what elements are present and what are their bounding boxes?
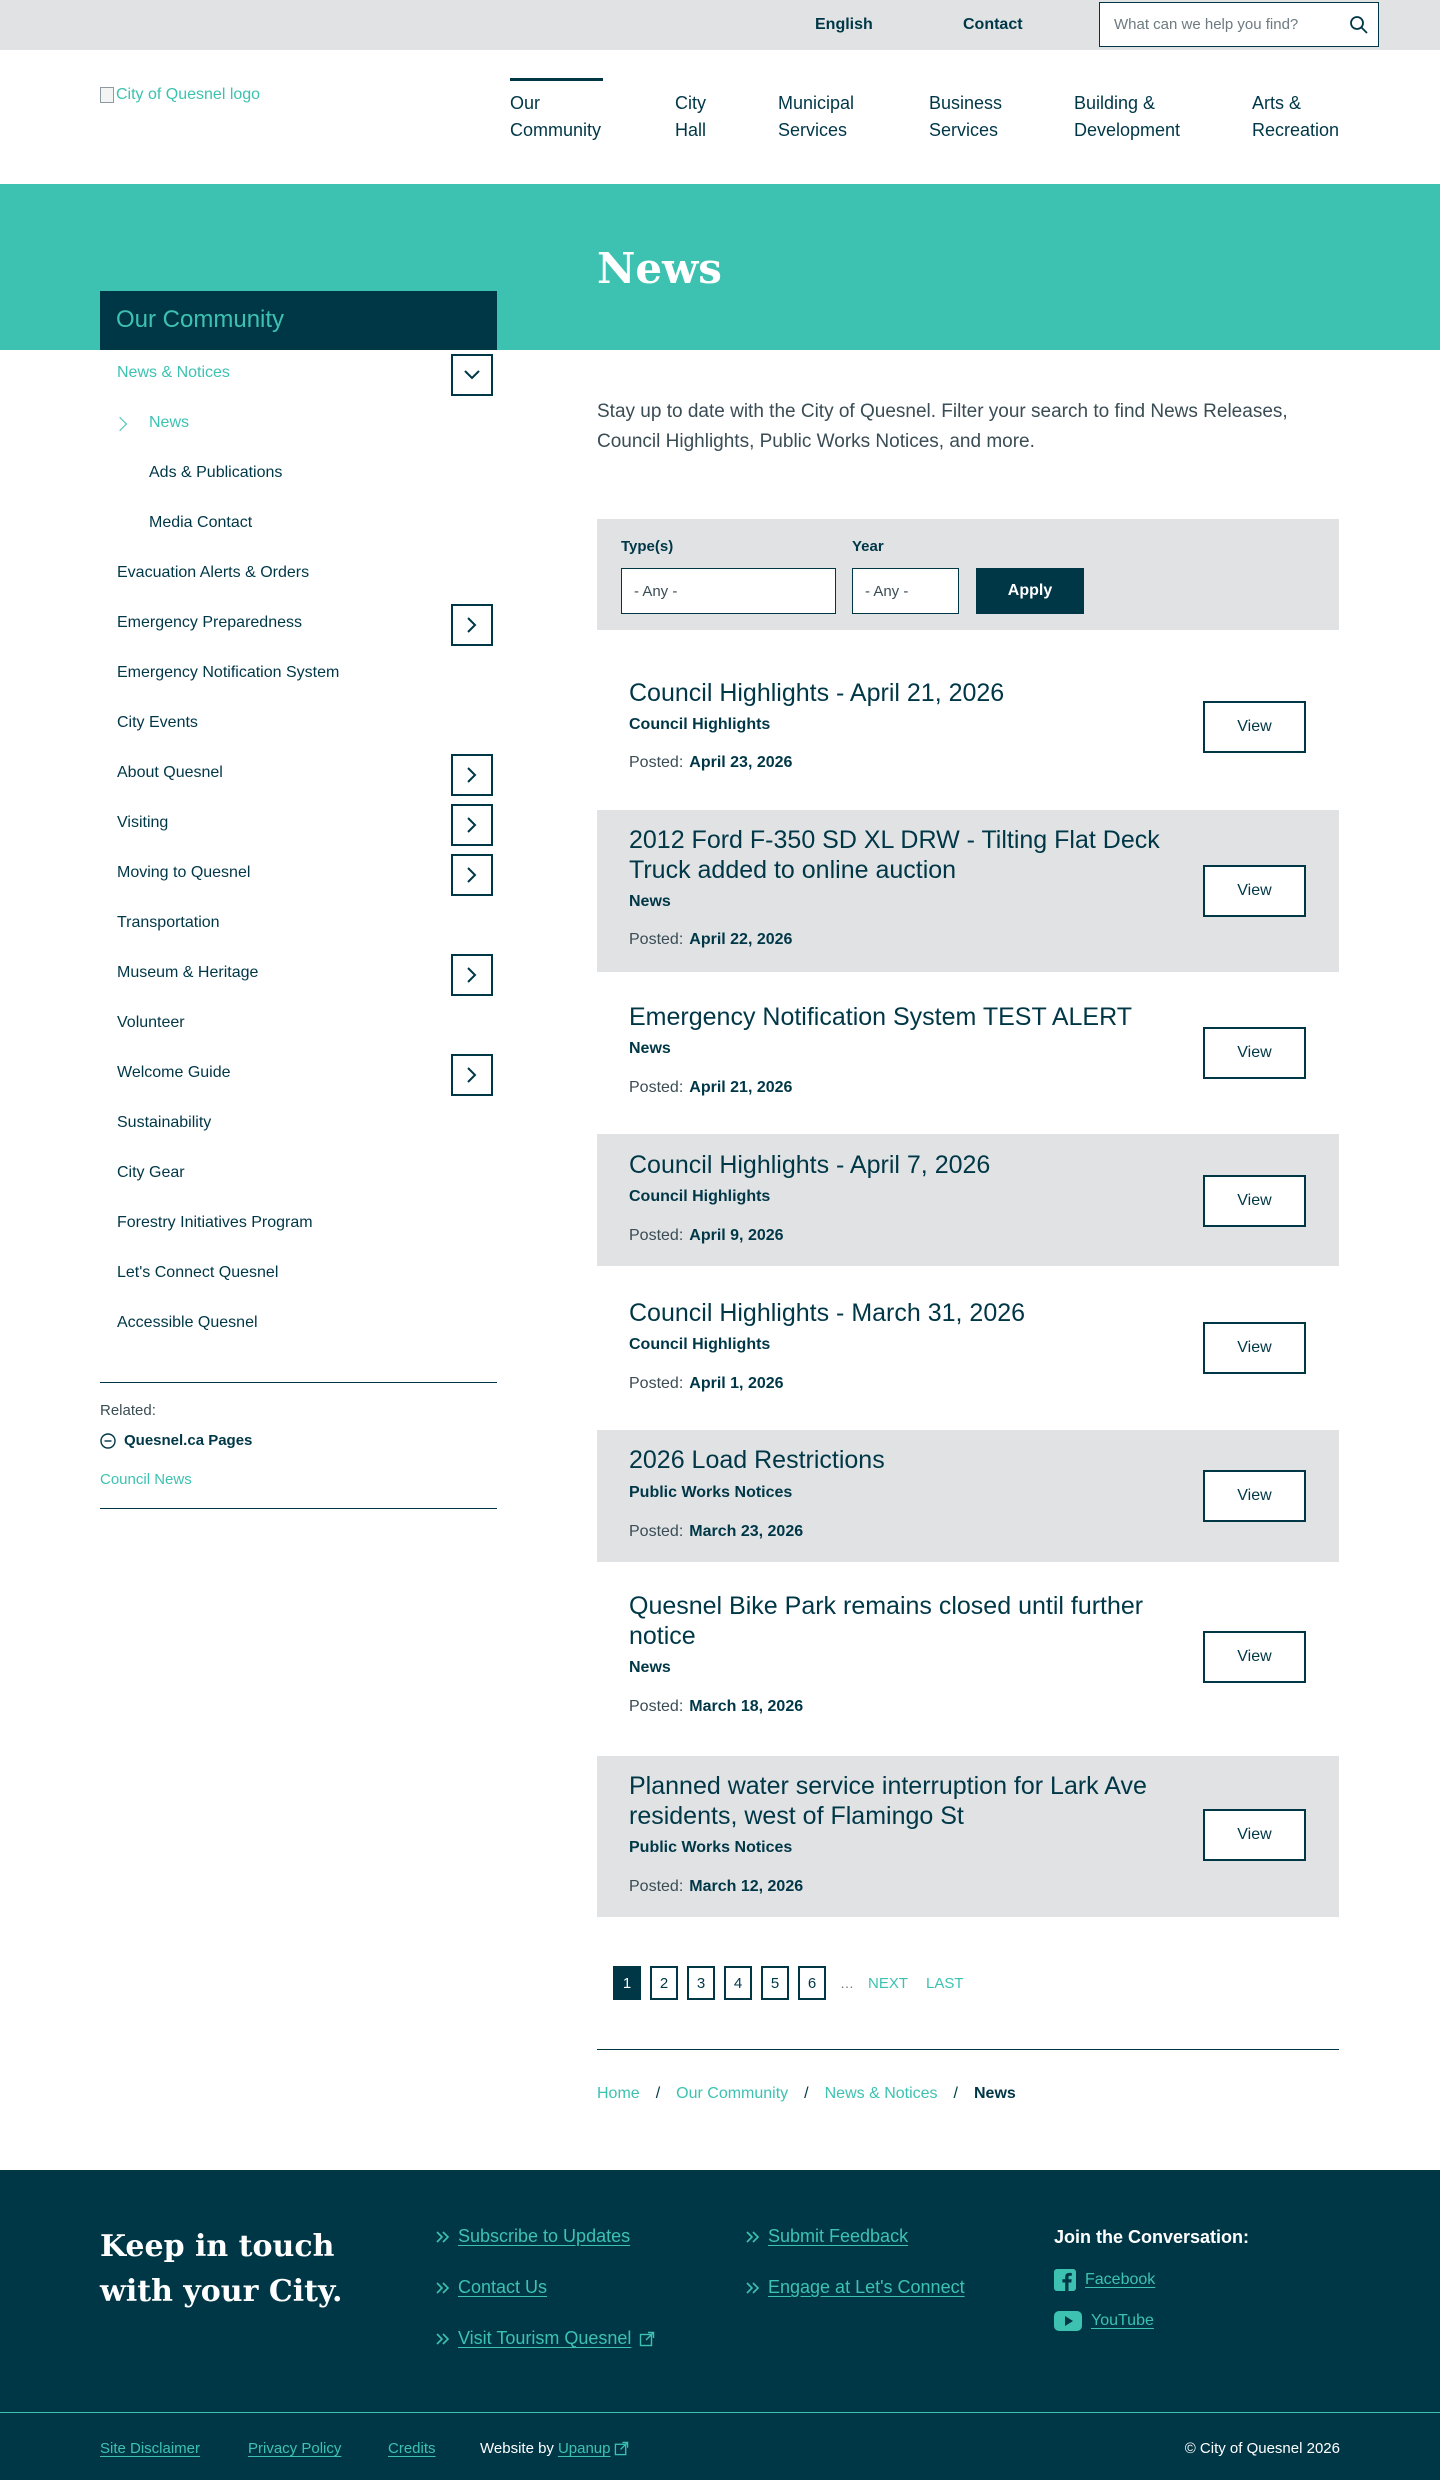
page-title: News [597, 244, 722, 293]
language-link[interactable]: English [815, 16, 873, 33]
news-date: March 12, 2026 [689, 1878, 804, 1895]
news-category: Council Highlights [629, 1188, 771, 1205]
breadcrumb-home[interactable]: Home [597, 2085, 640, 2102]
related-council-news-link[interactable]: Council News [100, 1471, 192, 1488]
pager-ellipsis: … [840, 1975, 854, 1991]
news-date: March 23, 2026 [689, 1523, 804, 1540]
sidebar-item-moving-to-quesnel[interactable]: Moving to Quesnel [117, 864, 251, 881]
apply-button[interactable]: Apply [976, 568, 1084, 614]
news-item [597, 1756, 1339, 1917]
tourism-link[interactable] [436, 2328, 655, 2349]
posted-label: Posted: [629, 1227, 684, 1244]
credits-link[interactable]: Credits [388, 2440, 436, 2457]
privacy-policy-link[interactable]: Privacy Policy [248, 2440, 342, 2457]
breadcrumb-our-community[interactable]: Our Community [676, 2085, 789, 2102]
view-button[interactable]: View [1203, 1322, 1306, 1374]
news-posted [629, 1698, 803, 1716]
chevron-right-icon [467, 817, 477, 833]
sidebar-toggle-moving[interactable] [451, 854, 493, 896]
sidebar-toggle-museum[interactable] [451, 954, 493, 996]
news-posted [629, 1375, 784, 1393]
posted-label: Posted: [629, 931, 684, 948]
chevron-right-icon [467, 967, 477, 983]
sidebar-item-forestry-initiatives[interactable]: Forestry Initiatives Program [117, 1214, 313, 1231]
sidebar-item-emergency-preparedness[interactable]: Emergency Preparedness [117, 614, 302, 631]
news-title[interactable]: 2026 Load Restrictions [629, 1446, 885, 1474]
double-chevron-icon [746, 2230, 760, 2244]
breadcrumb [597, 2085, 1016, 2103]
breadcrumb-divider [597, 2049, 1339, 2050]
youtube-icon [1054, 2311, 1082, 2331]
external-link-icon [614, 2441, 629, 2456]
chevron-right-icon [467, 1067, 477, 1083]
page-6-button[interactable]: 6 [798, 1966, 826, 2000]
nav-municipal-services[interactable]: Municipal Services [778, 93, 855, 140]
news-title[interactable]: 2012 Ford F-350 SD XL DRW - Tilting Flat Deck Truck added to online auction [629, 826, 1160, 884]
facebook-icon [1054, 2269, 1076, 2291]
chevron-down-icon [464, 370, 480, 380]
nav-city-hall[interactable]: City Hall [675, 93, 707, 140]
posted-label: Posted: [629, 1878, 684, 1895]
sidebar-item-news[interactable]: News [149, 414, 190, 431]
sidebar-item-news-notices[interactable]: News & Notices [117, 364, 230, 381]
breadcrumb-separator: / [655, 2085, 661, 2102]
news-item [597, 1268, 1339, 1428]
news-posted [629, 1227, 784, 1245]
sidebar-heading[interactable]: Our Community [100, 291, 497, 350]
year-filter-select[interactable]: - Any - [852, 568, 959, 614]
facebook-link-label: Facebook [1085, 2271, 1156, 2288]
related-pages-toggle[interactable] [100, 1432, 252, 1449]
chevron-right-icon [467, 867, 477, 883]
intro-text: Stay up to date with the City of Quesnel. Filter your search to find News Releases, Council Highlights, Public Works Notices, and more. [597, 401, 1288, 452]
news-date: March 18, 2026 [689, 1698, 804, 1715]
sidebar-item-transportation[interactable]: Transportation [117, 914, 220, 931]
news-item [597, 664, 1339, 807]
news-date: April 9, 2026 [689, 1227, 784, 1244]
sidebar-item-emergency-notification[interactable]: Emergency Notification System [117, 664, 340, 681]
news-date: April 1, 2026 [689, 1375, 784, 1392]
search-input[interactable] [1100, 3, 1340, 46]
sidebar-item-volunteer[interactable]: Volunteer [117, 1014, 185, 1031]
news-posted [629, 1878, 803, 1896]
double-chevron-icon [436, 2230, 450, 2244]
view-button[interactable]: View [1203, 865, 1306, 917]
news-item [597, 1564, 1339, 1754]
news-date: April 23, 2026 [689, 754, 793, 771]
sidebar-item-city-events[interactable]: City Events [117, 714, 198, 731]
subscribe-link[interactable] [436, 2226, 630, 2247]
minus-circle-icon [100, 1433, 116, 1449]
double-chevron-icon [436, 2332, 450, 2346]
view-button[interactable]: View [1203, 701, 1306, 753]
news-posted [629, 754, 792, 772]
news-item [597, 1134, 1339, 1266]
breadcrumb-current: News [974, 2085, 1016, 2102]
news-title[interactable]: Council Highlights - March 31, 2026 [629, 1299, 1026, 1327]
news-title[interactable]: Council Highlights - April 7, 2026 [629, 1151, 991, 1179]
double-chevron-icon [746, 2281, 760, 2295]
news-date: April 22, 2026 [689, 931, 793, 948]
news-category: Public Works Notices [629, 1839, 793, 1856]
search-icon[interactable] [1343, 9, 1375, 41]
footer-divider [0, 2412, 1440, 2413]
news-title[interactable]: Council Highlights - April 21, 2026 [629, 679, 1005, 707]
type-filter-label: Type(s) [621, 538, 674, 555]
news-item [597, 1430, 1339, 1562]
sidebar-item-evacuation-alerts[interactable]: Evacuation Alerts & Orders [117, 564, 310, 581]
news-filter [597, 519, 1339, 630]
upanup-link[interactable]: Upanup [557, 2440, 611, 2457]
news-title[interactable]: Planned water service interruption for Lark Ave residents, west of Flamingo St [629, 1772, 1147, 1830]
pagination [613, 1966, 982, 2000]
breadcrumb-separator: / [953, 2085, 958, 2102]
page-2-button[interactable]: 2 [650, 1966, 678, 2000]
news-category: News [629, 1659, 671, 1676]
news-category: News [629, 1040, 671, 1057]
page-4-button[interactable]: 4 [724, 1966, 752, 2000]
contact-us-link-label: Contact Us [458, 2277, 548, 2297]
join-conversation-heading: Join the Conversation: [1054, 2227, 1250, 2247]
nav-building-development[interactable]: Building & Development [1074, 93, 1181, 140]
engage-link-label: Engage at Let's Connect [768, 2277, 965, 2297]
site-disclaimer-link[interactable]: Site Disclaimer [100, 2440, 201, 2457]
sidebar-divider [100, 1508, 497, 1509]
contact-link[interactable]: Contact [963, 16, 1023, 33]
news-category: News [629, 893, 671, 910]
posted-label: Posted: [629, 1375, 684, 1392]
view-button[interactable]: View [1203, 1470, 1306, 1522]
contact-us-link[interactable] [436, 2277, 547, 2298]
news-category: Public Works Notices [629, 1484, 793, 1501]
sidebar-toggle-visiting[interactable] [451, 804, 493, 846]
view-button[interactable]: View [1203, 1027, 1306, 1079]
page-1-button[interactable]: 1 [613, 1966, 641, 2000]
news-date: April 21, 2026 [689, 1079, 793, 1096]
site-footer [0, 2170, 1440, 2480]
sidebar-item-media-contact[interactable]: Media Contact [149, 514, 253, 531]
posted-label: Posted: [629, 1698, 684, 1715]
search-box [1099, 2, 1379, 47]
sidebar-divider [100, 1382, 497, 1383]
logo-alt-text: City of Quesnel logo [116, 86, 261, 103]
news-title[interactable]: Quesnel Bike Park remains closed until further notice [629, 1592, 1144, 1650]
news-title[interactable]: Emergency Notification System TEST ALERT [629, 1003, 1132, 1031]
type-filter-select[interactable]: - Any - [621, 568, 836, 614]
utility-bar [0, 0, 1440, 50]
sidebar-item-accessible-quesnel[interactable]: Accessible Quesnel [117, 1314, 258, 1331]
double-chevron-icon [436, 2281, 450, 2295]
site-header [0, 50, 1440, 184]
breadcrumb-news-notices[interactable]: News & Notices [824, 2085, 938, 2102]
sidebar-toggle-welcome-guide[interactable] [451, 1054, 493, 1096]
engage-link[interactable] [746, 2277, 965, 2298]
view-button[interactable]: View [1203, 1631, 1306, 1683]
news-category: Council Highlights [629, 716, 771, 733]
broken-image-icon [100, 87, 114, 103]
page-3-button[interactable]: 3 [687, 1966, 715, 2000]
page-5-button[interactable]: 5 [761, 1966, 789, 2000]
view-button[interactable]: View [1203, 1175, 1306, 1227]
next-page-link[interactable]: NEXT [868, 1974, 909, 1992]
sidebar-item-lets-connect[interactable]: Let's Connect Quesnel [117, 1264, 279, 1281]
sidebar-item-city-gear[interactable]: City Gear [117, 1164, 185, 1181]
sidebar-item-sustainability[interactable]: Sustainability [117, 1114, 212, 1131]
facebook-link[interactable] [1054, 2269, 1155, 2291]
last-page-link[interactable]: LAST [926, 1974, 964, 1992]
sidebar-item-welcome-guide[interactable]: Welcome Guide [117, 1064, 231, 1081]
news-posted [629, 1523, 803, 1541]
related-label: Related: [100, 1402, 156, 1419]
submit-feedback-link-label: Submit Feedback [768, 2226, 909, 2246]
view-button[interactable]: View [1203, 1809, 1306, 1861]
year-filter-label: Year [852, 538, 884, 555]
sidebar-item-ads-publications[interactable]: Ads & Publications [149, 464, 283, 481]
copyright: © City of Quesnel 2026 [1184, 2440, 1340, 2457]
youtube-link-label: YouTube [1091, 2312, 1154, 2329]
sidebar-item-visiting[interactable]: Visiting [117, 814, 169, 831]
posted-label: Posted: [629, 754, 684, 771]
posted-label: Posted: [629, 1523, 684, 1540]
submit-feedback-link[interactable] [746, 2226, 908, 2247]
related-pages-label: Quesnel.ca Pages [124, 1432, 253, 1449]
footer-tagline: Keep in touch with your City. [100, 2229, 343, 2309]
sidebar-toggle-about-quesnel[interactable] [451, 754, 493, 796]
tourism-link-label: Visit Tourism Quesnel [458, 2328, 632, 2348]
posted-label: Posted: [629, 1079, 684, 1096]
chevron-right-icon [113, 417, 127, 431]
sidebar-toggle-news-notices[interactable] [451, 354, 493, 396]
website-by [480, 2440, 629, 2457]
news-category: Council Highlights [629, 1336, 771, 1353]
site-logo[interactable] [100, 86, 260, 104]
breadcrumb-separator: / [804, 2085, 809, 2102]
news-posted [629, 1079, 792, 1097]
sidebar-toggle-emergency-preparedness[interactable] [451, 604, 493, 646]
sidebar-item-about-quesnel[interactable]: About Quesnel [117, 764, 223, 781]
nav-business-services[interactable]: Business Services [929, 93, 1003, 140]
external-link-icon [639, 2331, 655, 2347]
subscribe-link-label: Subscribe to Updates [458, 2226, 631, 2246]
nav-our-community[interactable]: Our Community [510, 90, 615, 144]
youtube-link[interactable] [1054, 2311, 1154, 2331]
nav-arts-recreation[interactable]: Arts & Recreation [1252, 93, 1340, 140]
chevron-right-icon [467, 767, 477, 783]
news-item [597, 975, 1339, 1132]
news-item [597, 810, 1339, 972]
news-posted [629, 931, 792, 949]
website-by-label: Website by [480, 2440, 554, 2457]
chevron-right-icon [467, 617, 477, 633]
sidebar-item-museum-heritage[interactable]: Museum & Heritage [117, 964, 259, 981]
